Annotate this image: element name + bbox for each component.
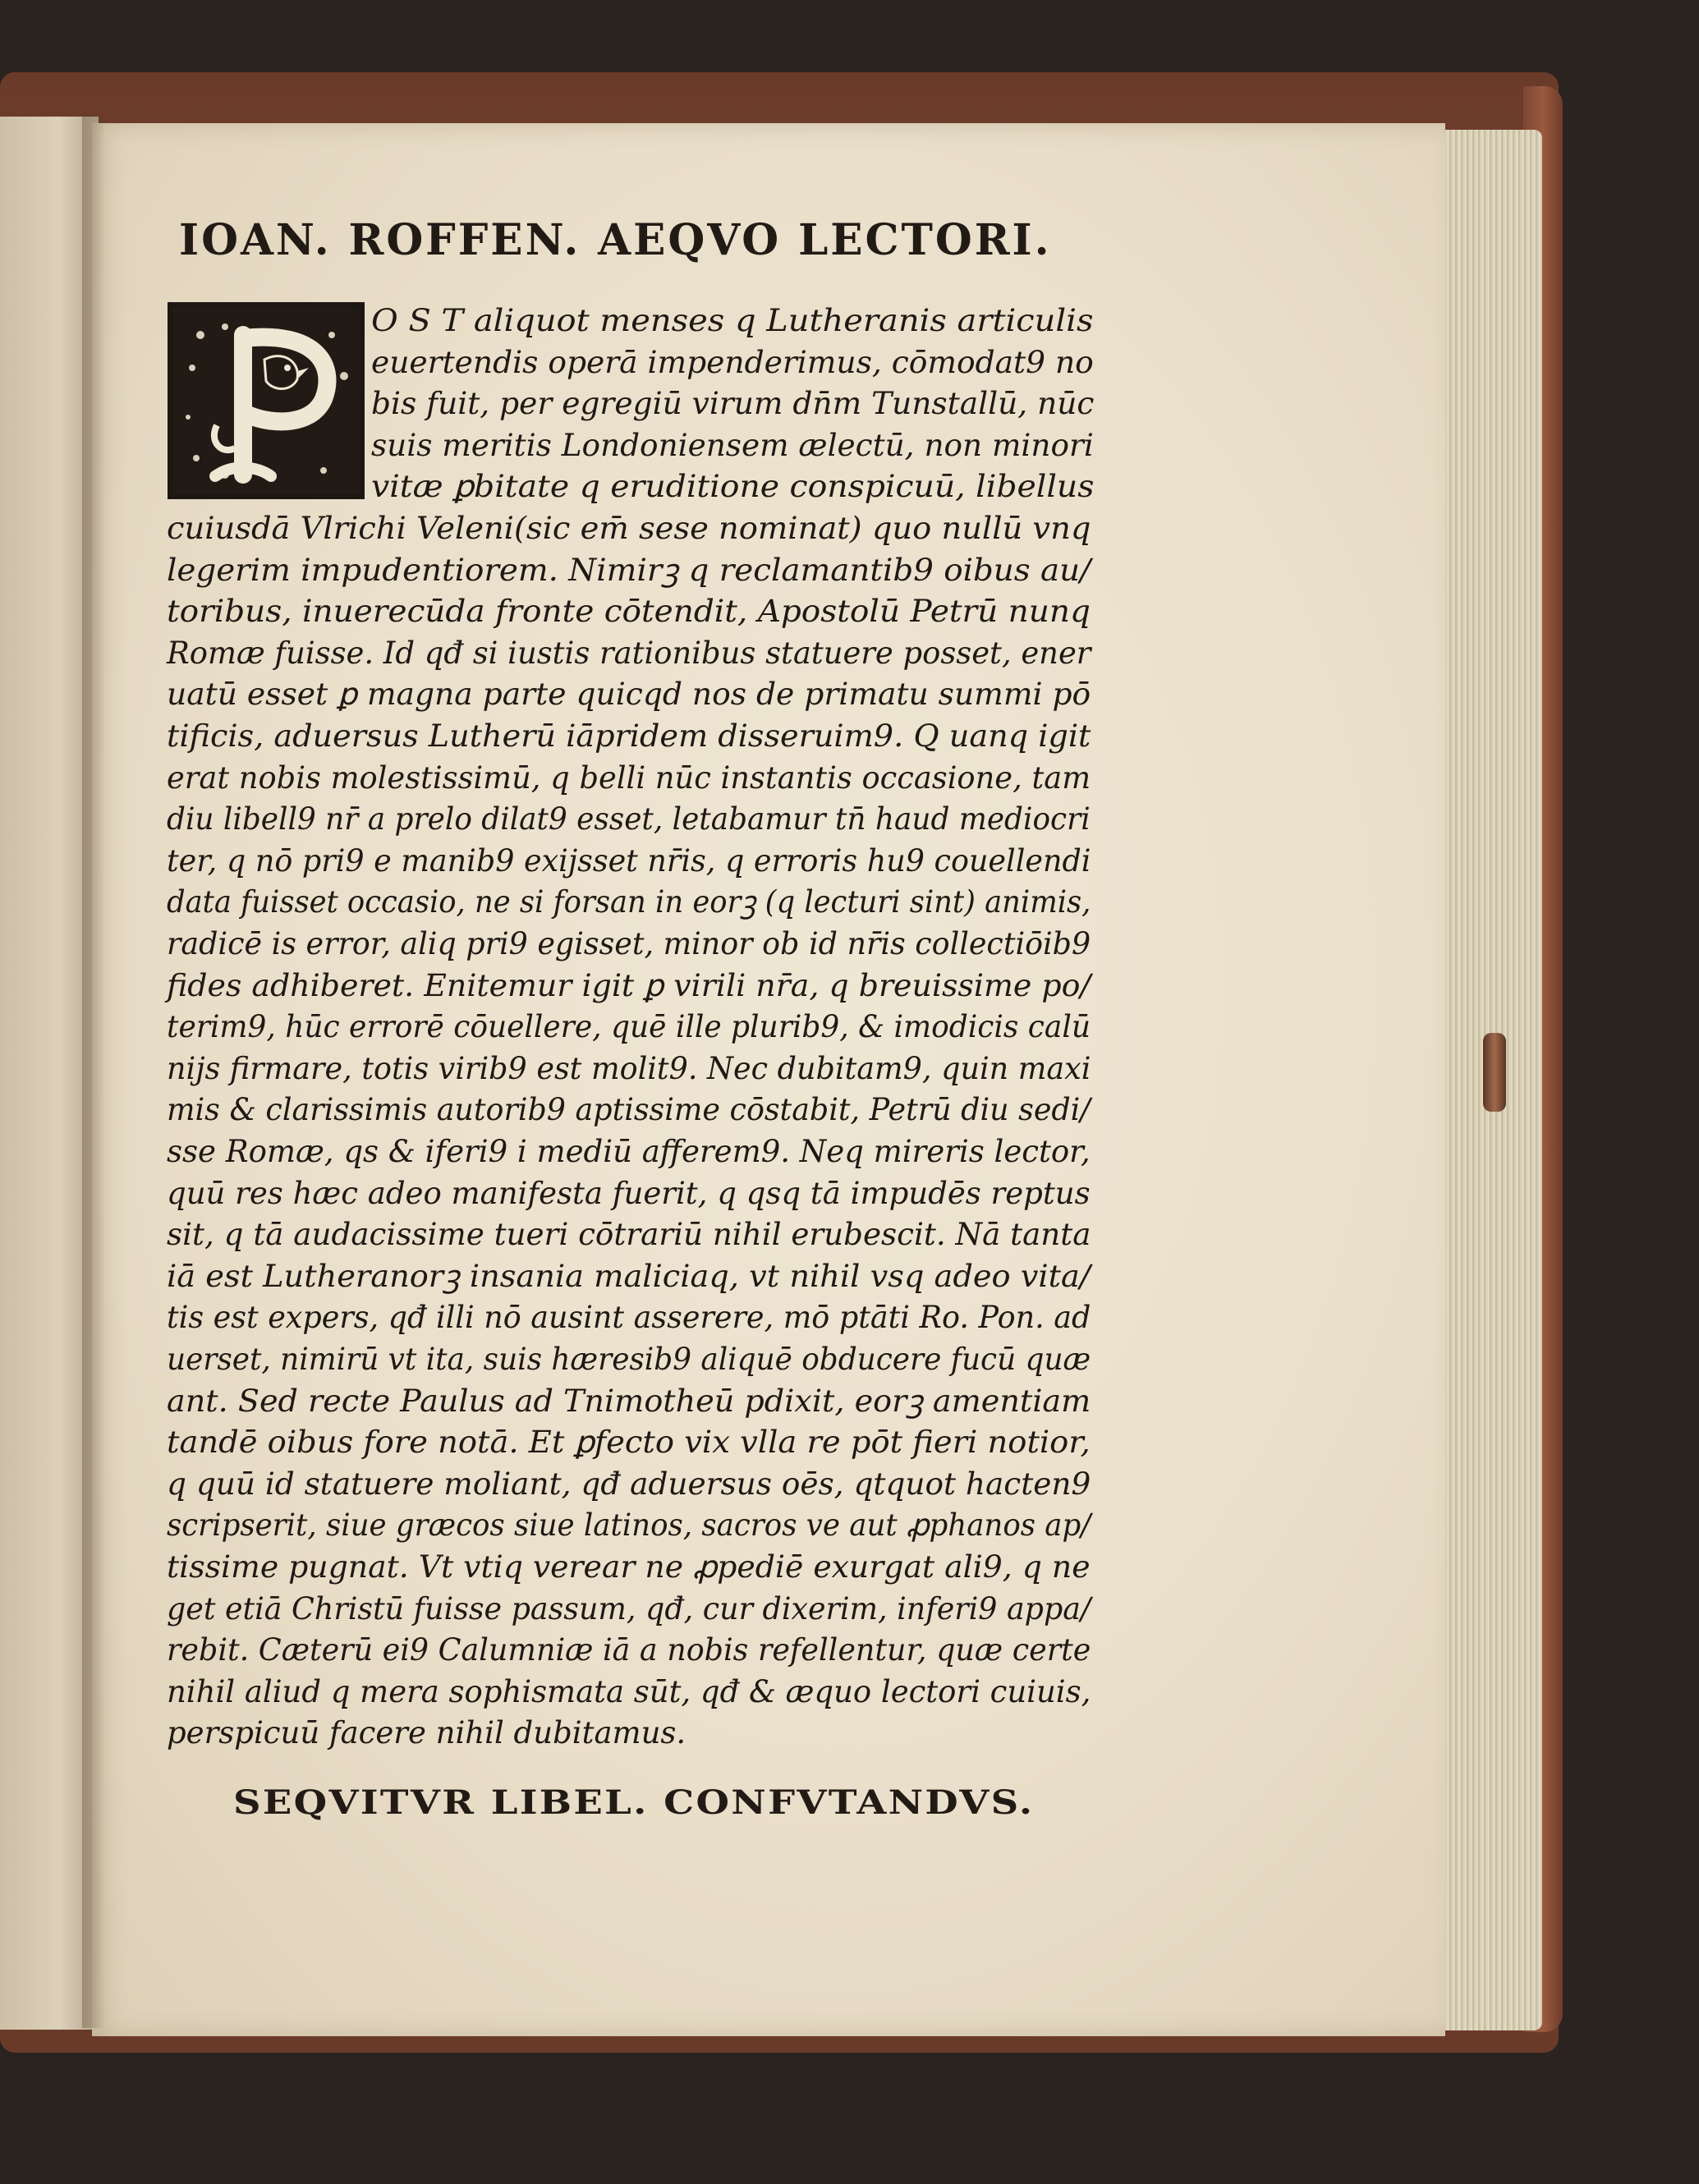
text-line: quū res hæc adeo manifesta fuerit, q qsq tā impudēs reptus <box>167 1176 1091 1211</box>
text-line: radicē is error, aliq pri9 egisset, minor ob id nr̄is collectiōib9 <box>167 926 1091 961</box>
text-line: O S T aliquot menses q Lutheranis articulis <box>371 303 1094 338</box>
gutter-shadow <box>82 115 115 2028</box>
text-line: uatū esset ꝑ magna parte quicqd nos de primatu summi pō <box>167 677 1091 712</box>
text-line: mis & clarissimis autorib9 aptissime cōstabit, Petrū diu sedi/ <box>167 1092 1091 1127</box>
text-line: scripserit, siue græcos siue latinos, sacros ve aut ꝓphanos ap/ <box>167 1507 1091 1543</box>
text-line: fides adhiberet. Enitemur igit ꝑ virili nr̄a, q breuissime po/ <box>167 968 1091 1003</box>
text-line: bis fuit, per egregiū virum dn̄m Tunstallū, nūc <box>371 386 1095 421</box>
woodcut-initial <box>168 302 365 499</box>
clasp-pin <box>1483 1033 1506 1112</box>
text-line: q quū id statuere moliant, qđ aduersus oēs, qtquot hacten9 <box>167 1466 1091 1502</box>
text-line: uerset, nimirū vt ita, suis hæresib9 aliquē obducere fucū quæ <box>167 1342 1091 1377</box>
text-line: tificis, aduersus Lutherū iāpridem disseruim9. Q uanq igit <box>167 718 1091 754</box>
page-heading: IOAN. ROFFEN. AEQVO LECTORI. <box>179 215 1052 265</box>
text-line: iā est Lutheranorꝫ insania maliciaq, vt nihil vsq adeo vita/ <box>167 1259 1091 1294</box>
text-line: Romæ fuisse. Id qđ si iustis rationibus statuere posset, ener <box>167 635 1091 671</box>
text-line: legerim impudentiorem. Nimirꝫ q reclamantib9 oibus au/ <box>167 553 1091 588</box>
text-line: tissime pugnat. Vt vtiq verear ne ꝓpediē exurgat ali9, q ne <box>167 1549 1091 1585</box>
closing-line: SEQVITVR LIBEL. CONFVTANDVS. <box>233 1783 1035 1822</box>
text-line: toribus, inuerecūda fronte cōtendit, Apostolū Petrū nunq <box>167 594 1091 629</box>
text-line: terim9, hūc errorē cōuellere, quē ille plurib9, & imodicis calū <box>167 1009 1091 1044</box>
text-line: cuiusdā Vlrichi Veleni(sic em̄ sese nominat) quo nullū vnq <box>167 511 1091 546</box>
text-line: tis est expers, qđ illi nō ausint asserere, mō ptāti Ro. Pon. ad <box>167 1300 1091 1335</box>
text-line: perspicuū facere nihil dubitamus. <box>167 1715 686 1750</box>
text-line: nihil aliud q mera sophismata sūt, qđ & æquo lectori cuiuis, <box>167 1674 1091 1709</box>
text-line: vitæ ꝑbitate q eruditione conspicuū, libellus <box>371 469 1095 504</box>
text-line: ant. Sed recte Paulus ad Tnimotheū pdixit, eorꝫ amentiam <box>167 1383 1091 1419</box>
text-line: ter, q nō pri9 e manib9 exijsset nr̄is, q erroris hu9 couellendi <box>167 843 1091 879</box>
text-line: data fuisset occasio, ne si forsan in eorꝫ (q lecturi sint) animis, <box>167 884 1091 920</box>
text-line: sit, q tā audacissime tueri cōtrariū nihil erubescit. Nā tanta <box>167 1217 1091 1252</box>
text-line: rebit. Cæterū ei9 Calumniæ iā a nobis refellentur, quæ certe <box>167 1632 1091 1668</box>
text-line: get etiā Christū fuisse passum, qđ, cur dixerim, inferi9 appa/ <box>167 1591 1091 1627</box>
text-line: diu libell9 nr̄ a prelo dilat9 esset, letabamur tn̄ haud mediocri <box>167 801 1091 837</box>
text-line: erat nobis molestissimū, q belli nūc instantis occasione, tam <box>167 760 1091 796</box>
text-line: euertendis operā impenderimus, cōmodat9 no <box>371 345 1094 380</box>
text-line: tandē oibus fore notā. Et ꝑfecto vix vlla re pōt fieri notior, <box>167 1425 1091 1460</box>
text-line: sse Romæ, qs & iferi9 i mediū afferem9. Neq mireris lector, <box>167 1134 1091 1169</box>
text-line: suis meritis Londoniensem ælectū, non minori <box>371 428 1094 463</box>
text-line: nijs firmare, totis virib9 est molit9. Nec dubitam9, quin maxi <box>167 1051 1091 1086</box>
